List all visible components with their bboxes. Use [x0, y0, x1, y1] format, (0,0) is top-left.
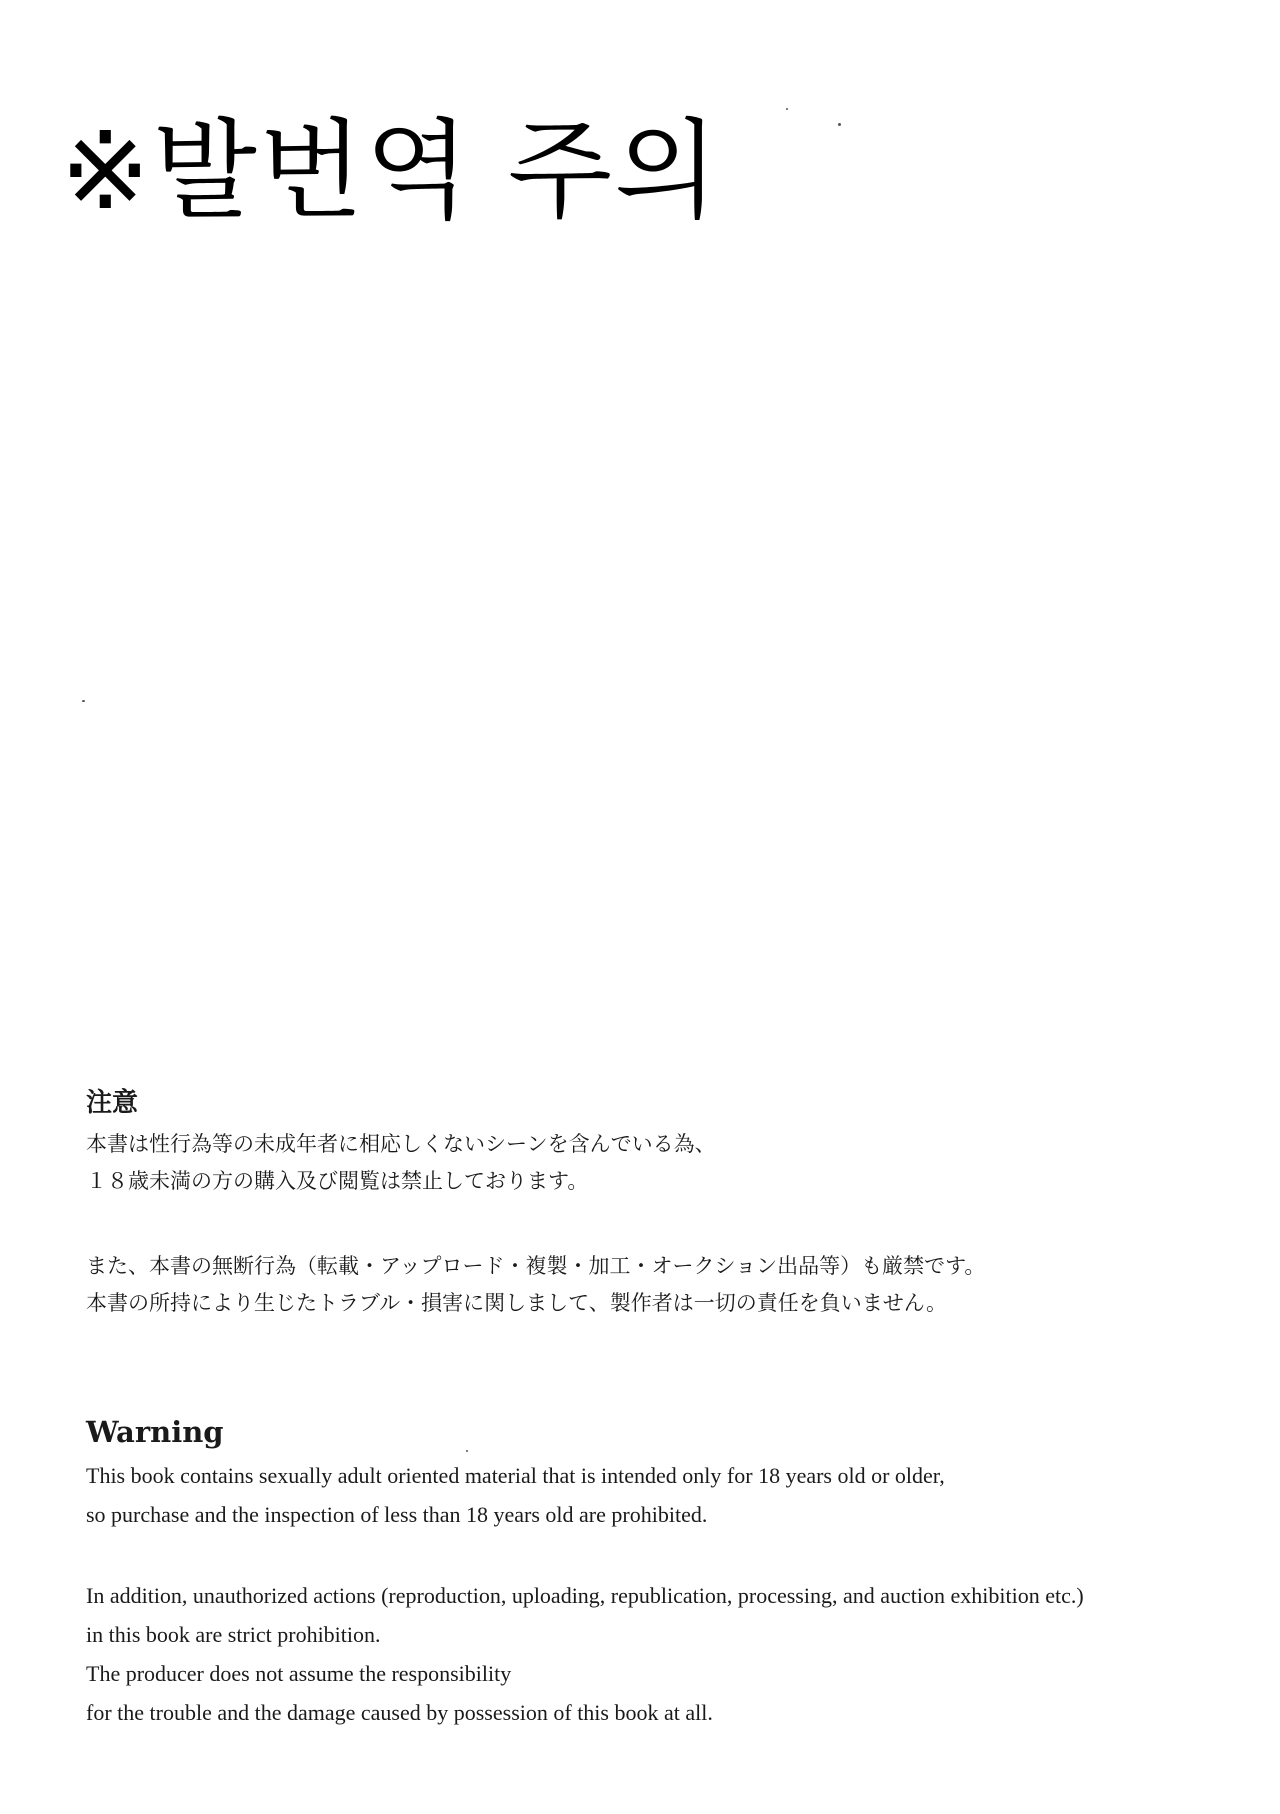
scan-speck	[466, 1450, 468, 1452]
english-notice-line: The producer does not assume the responsibility	[86, 1661, 512, 1686]
english-notice-line: In addition, unauthorized actions (reproduction, uploading, republication, processing, and auction exhibition etc.)	[86, 1583, 1084, 1608]
japanese-notice-line: また、本書の無断行為（転載・アップロード・複製・加工・オークション出品等）も厳禁です。	[86, 1254, 986, 1278]
japanese-notice	[86, 1086, 1236, 1322]
english-notice-heading: Warning	[86, 1415, 224, 1449]
japanese-notice-line: 本書の所持により生じたトラブル・損害に関しまして、製作者は一切の責任を負いません。	[86, 1291, 947, 1315]
scan-speck	[786, 108, 788, 110]
english-notice-line: for the trouble and the damage caused by possession of this book at all.	[86, 1700, 713, 1725]
english-notice-line: This book contains sexually adult oriented material that is intended only for 18 years old or older,	[86, 1463, 945, 1488]
english-notice-line: in this book are strict prohibition.	[86, 1622, 381, 1647]
scan-speck	[838, 123, 841, 126]
japanese-notice-line: 本書は性行為等の未成年者に相応しくないシーンを含んでいる為、	[86, 1132, 716, 1156]
english-notice-line: so purchase and the inspection of less than 18 years old are prohibited.	[86, 1502, 708, 1527]
scan-speck	[82, 700, 85, 702]
english-notice	[86, 1414, 1266, 1732]
japanese-notice-line: １８歳未満の方の購入及び閲覧は禁止しております。	[86, 1169, 589, 1193]
japanese-notice-heading: 注意	[86, 1088, 139, 1118]
korean-warning-title: ※발번역 주의	[60, 109, 721, 234]
